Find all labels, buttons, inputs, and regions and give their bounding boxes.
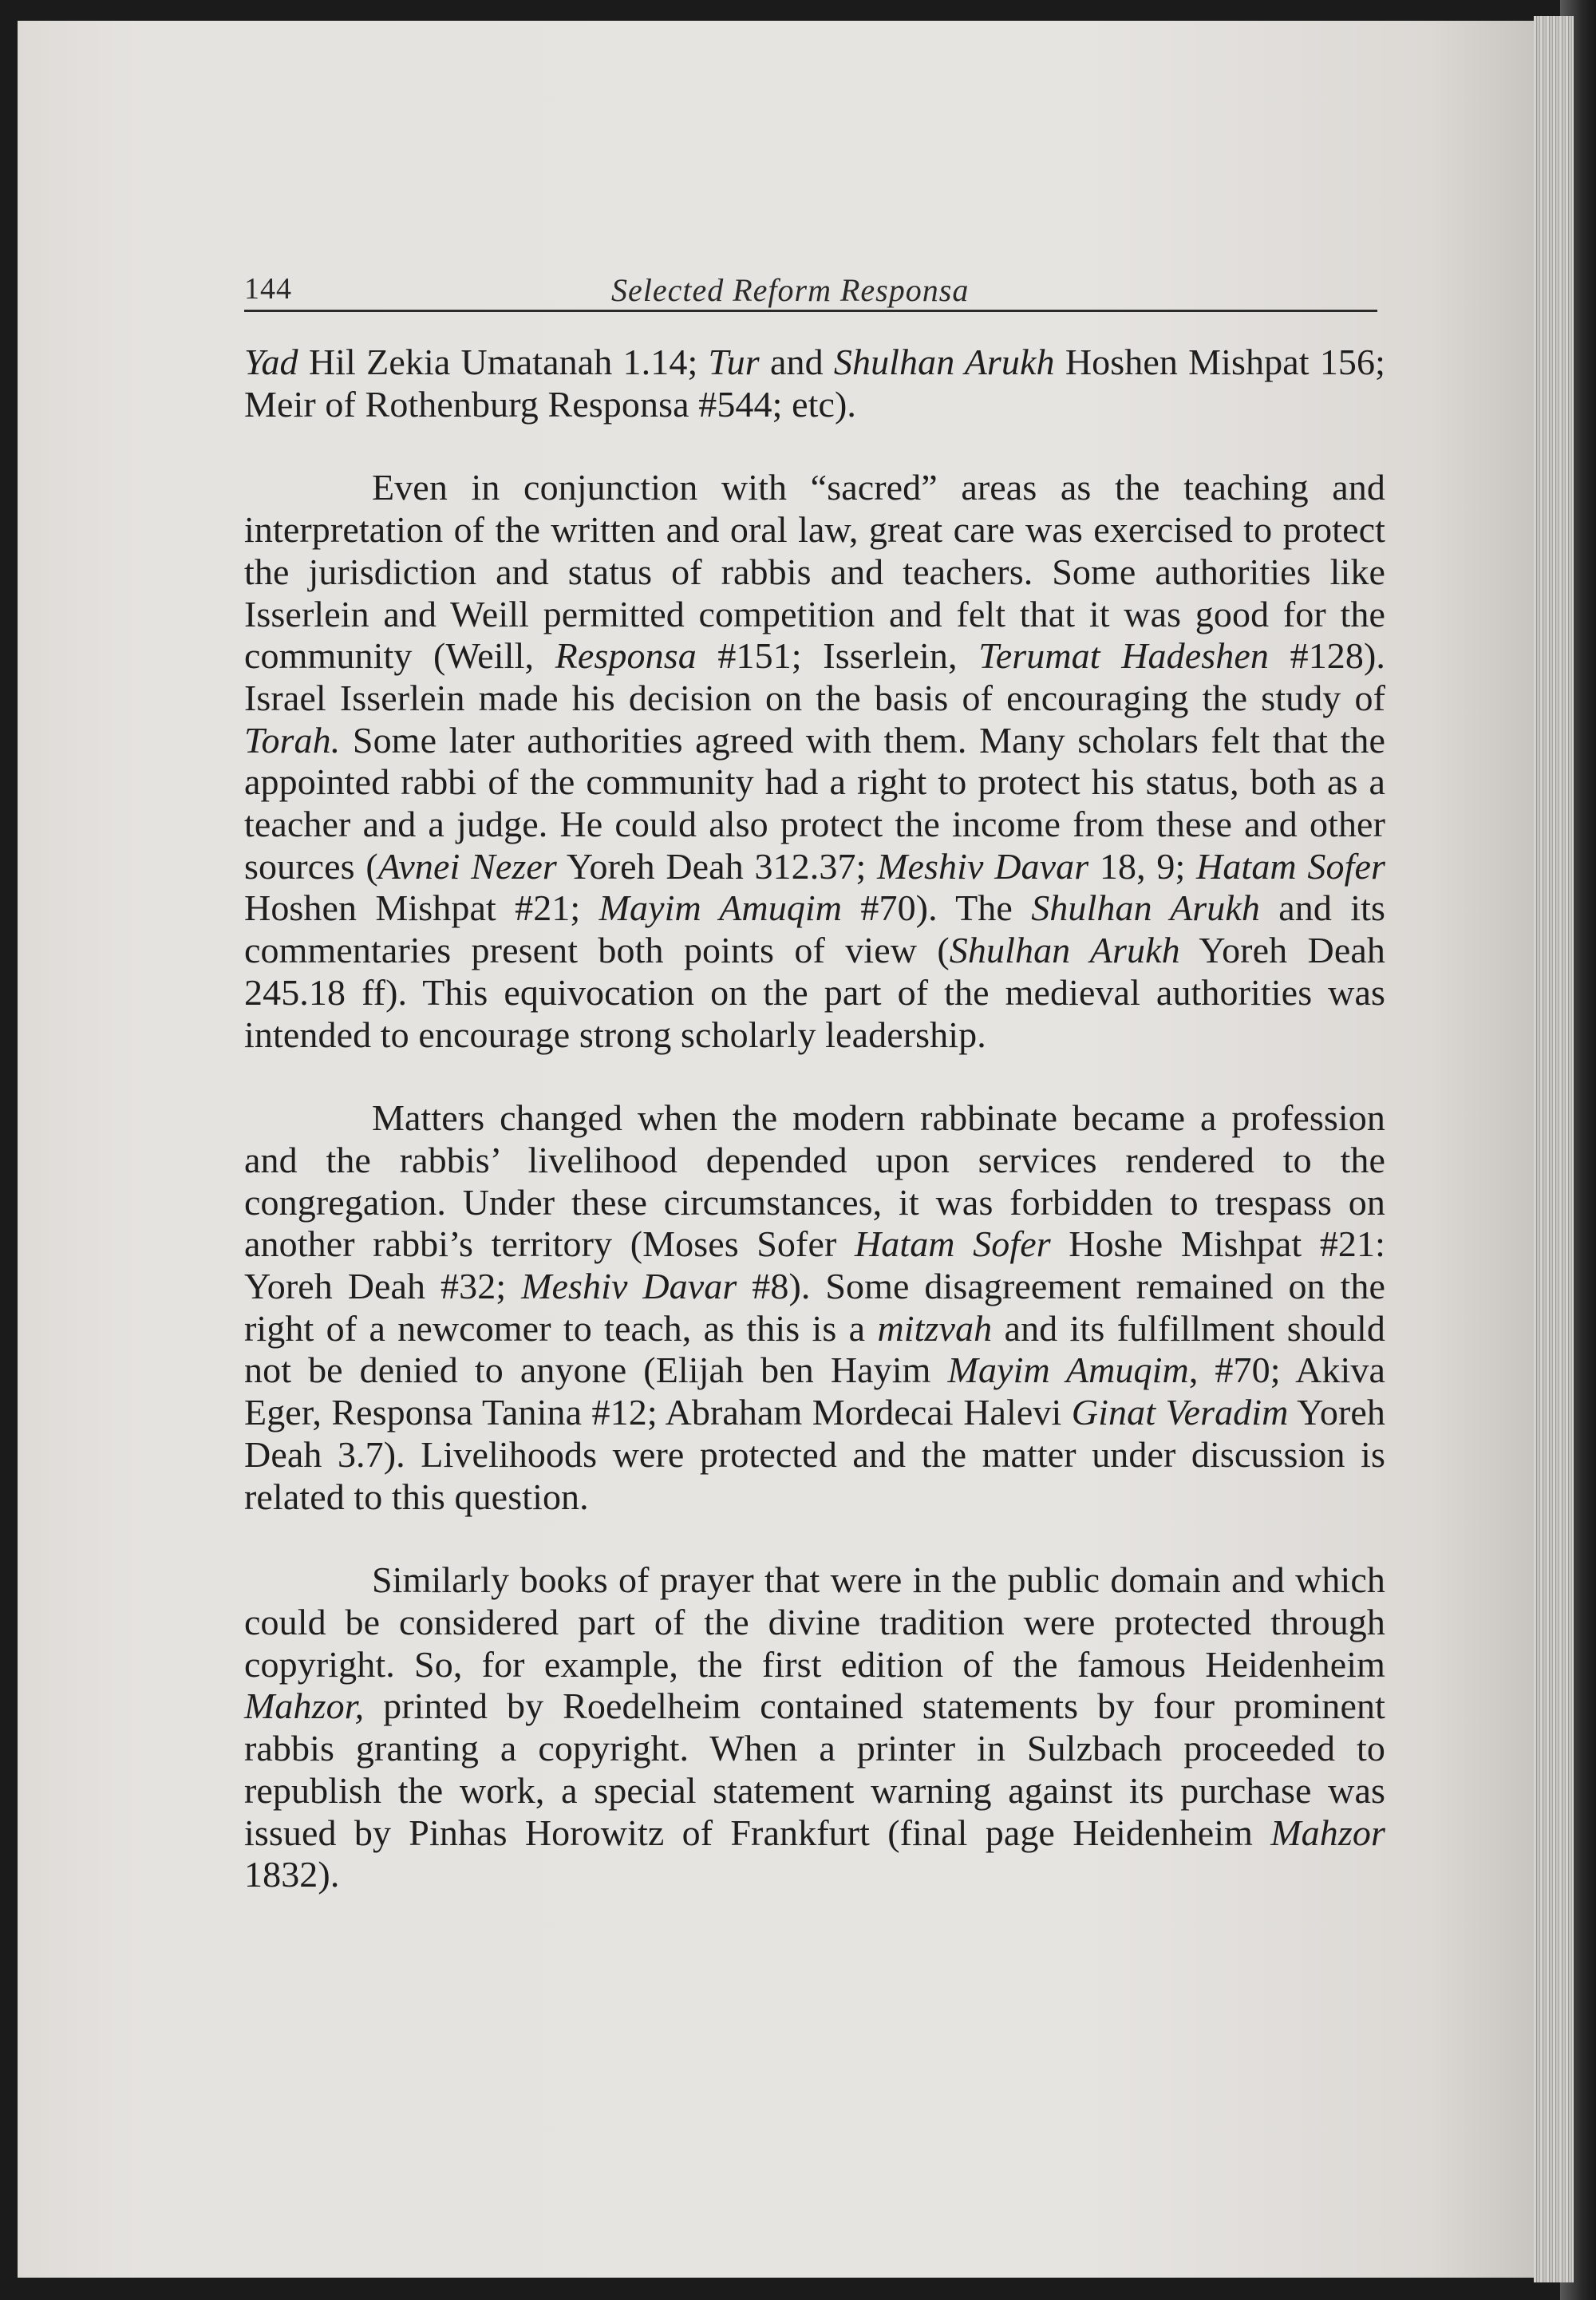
text-segment: Meshiv Davar (877, 845, 1089, 887)
text-segment: Mahzor (1270, 1812, 1385, 1853)
text-segment: Mahzor, (244, 1685, 365, 1727)
text-segment: Ginat Veradim (1071, 1392, 1289, 1433)
text-segment: Hatam Sofer (1196, 845, 1385, 887)
text-segment: printed by Roedelheim contained statements by four prominent rabbis granting a copyright. When a printer in Sulzbach proceeded to republish the work, a special statement warning against its purchase was issued by Pinhas Horowitz of Frankfurt (final page Heidenheim (244, 1685, 1385, 1853)
text-segment: Hil Zekia Umatanah 1.14; (298, 342, 709, 382)
text-segment: 1832). (244, 1854, 340, 1895)
text-segment: Shulhan Arukh (833, 342, 1055, 382)
text-segment: Hoshe Mishpat #21: Yoreh Deah #32; (244, 1223, 1385, 1307)
text-segment: Even in conjunction with “sacred” areas as the teaching and interpretation of the written and oral law, great care was exercised to protect the jurisdiction and status of rabbis and teachers. Some authorities like Isserlein and Weill permitted competition and felt that it was good for the community (Weill, (244, 467, 1385, 677)
text-segment: Responsa (555, 635, 697, 677)
text-segment: Shulhan Arukh (949, 930, 1180, 971)
body-text (244, 342, 1385, 1896)
text-segment: , #70; Akiva Eger, Responsa Tanina #12; Abraham Mordecai Halevi (244, 1350, 1385, 1433)
text-segment: Torah. (244, 719, 341, 761)
text-segment: Some later authorities agreed with them. Many scholars felt that the appointed rabbi of the community had a right to protect his status, both as a teacher and a judge. He could also protect the income from these and other sources ( (244, 719, 1385, 887)
page-header (244, 271, 1377, 312)
text-segment: Avnei Nezer (377, 845, 557, 887)
text-segment: Hatam Sofer (854, 1223, 1051, 1265)
text-segment: #8). Some disagreement remained on the right of a newcomer to teach, as this is a (244, 1266, 1385, 1349)
text-segment: Matters changed when the modern rabbinate became a profession and the rabbis’ livelihood depended upon services rendered to the congregation. Under these circumstances, it was forbidden to trespass on another rabbi’s territory (Moses Sofer (244, 1097, 1385, 1265)
running-title: Selected Reform Responsa (611, 272, 970, 308)
text-segment: and its commentaries present both points of view ( (244, 887, 1385, 971)
text-segment: mitzvah (877, 1307, 993, 1349)
paragraph-2 (244, 467, 1385, 1056)
paragraph-3 (244, 1097, 1385, 1518)
page-number: 144 (244, 272, 292, 306)
text-segment: Mayim Amuqim (947, 1350, 1189, 1391)
paragraph-4 (244, 1559, 1385, 1896)
text-segment: #70). The (842, 887, 1032, 929)
text-segment: Yoreh Deah 3.7). Livelihoods were protected and the matter under discussion is related to this question. (244, 1392, 1386, 1517)
text-segment: #128). Israel Isserlein made his decision on the basis of encouraging the study of (244, 635, 1386, 718)
text-segment: Tur (708, 342, 760, 382)
page-edges (1534, 16, 1574, 2282)
text-segment: Yoreh Deah 245.18 ff). This equivocation on the part of the medieval authorities was intended to encourage strong scholarly leadership. (244, 930, 1385, 1055)
text-segment: Hoshen Mishpat #21; (244, 887, 599, 929)
text-segment: Yoreh Deah 312.37; (556, 845, 878, 887)
text-segment: #151; Isserlein, (696, 635, 979, 677)
text-segment: Shulhan Arukh (1031, 887, 1261, 929)
text-segment: Yad (244, 342, 298, 382)
text-segment: Terumat Hadeshen (978, 635, 1269, 677)
paragraph-1 (244, 342, 1385, 425)
text-segment: 18, 9; (1088, 845, 1197, 887)
text-segment: Hoshen Mishpat 156; Meir of Rothenburg Responsa #544; etc). (244, 342, 1386, 425)
text-segment: and its fulfillment should not be denied to anyone (Elijah ben Hayim (244, 1307, 1385, 1391)
text-segment: and (759, 342, 834, 382)
text-segment: Meshiv Davar (521, 1266, 737, 1307)
text-segment: Similarly books of prayer that were in the public domain and which could be considered part of the divine tradition were protected through copyright. So, for example, the first edition of the famous Heidenheim (244, 1559, 1385, 1685)
text-segment: Mayim Amuqim (598, 887, 843, 929)
